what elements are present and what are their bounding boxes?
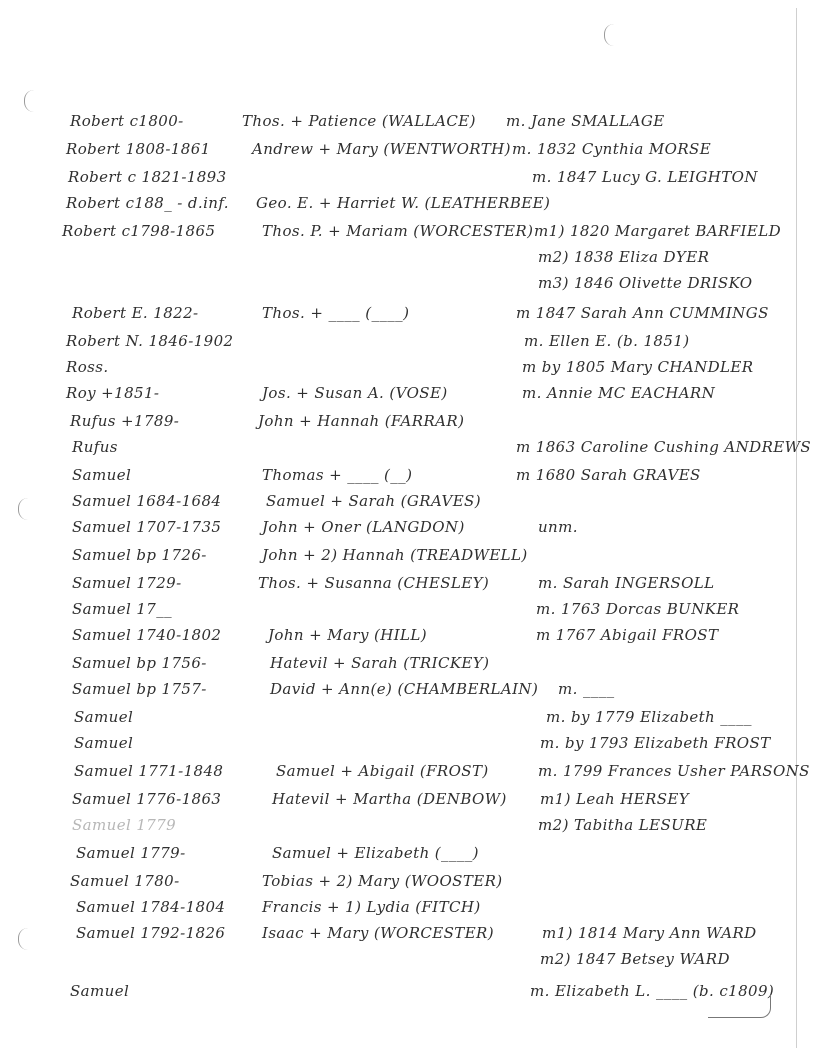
entry-name: Samuel 1780- (70, 872, 180, 890)
entry-name: Robert 1808-1861 (66, 140, 211, 158)
entry-parents: Samuel + Abigail (FROST) (276, 762, 489, 780)
entry-parents: Jos. + Susan A. (VOSE) (262, 384, 448, 402)
entry-spouse: m2) 1847 Betsey WARD (540, 950, 730, 968)
entry-spouse: m 1680 Sarah GRAVES (516, 466, 701, 484)
entry-spouse: m. Elizabeth L. ____ (b. c1809) (530, 982, 775, 1000)
entry-parents: Thos. P. + Mariam (WORCESTER) (262, 222, 534, 240)
entry-spouse: m1) 1820 Margaret BARFIELD (534, 222, 782, 240)
entry-spouse: m. 1763 Dorcas BUNKER (536, 600, 740, 618)
entry-parents: Andrew + Mary (WENTWORTH) (252, 140, 511, 158)
entry-name: Robert c1800- (70, 112, 184, 130)
bracket-mark (708, 995, 771, 1018)
genealogy-entry (0, 514, 796, 540)
entry-name: Samuel (74, 708, 134, 726)
entry-parents: Thos. + Susanna (CHESLEY) (258, 574, 490, 592)
entry-parents: Geo. E. + Harriet W. (LEATHERBEE) (256, 194, 551, 212)
genealogy-entry (0, 354, 796, 380)
entry-parents: Hatevil + Sarah (TRICKEY) (270, 654, 490, 672)
entry-name: Samuel 1771-1848 (74, 762, 224, 780)
genealogy-entry (0, 758, 810, 784)
entry-name: Roy +1851- (66, 384, 160, 402)
entry-name: Samuel 1779 (72, 816, 177, 834)
entry-name: Samuel 1684-1684 (72, 492, 222, 510)
genealogy-entry (0, 730, 796, 756)
entry-name: Samuel 1779- (76, 844, 186, 862)
entry-parents: John + Oner (LANGDON) (262, 518, 465, 536)
entry-name: Robert N. 1846-1902 (66, 332, 234, 350)
genealogy-entry (0, 218, 796, 244)
genealogy-entry (0, 136, 796, 162)
entry-parents: Francis + 1) Lydia (FITCH) (262, 898, 481, 916)
genealogy-entry (0, 270, 796, 296)
entry-spouse: m. Annie MC EACHARN (522, 384, 716, 402)
genealogy-entry (0, 462, 796, 488)
entry-spouse: m3) 1846 Olivette DRISKO (538, 274, 753, 292)
entry-name: Samuel 1784-1804 (76, 898, 226, 916)
entry-spouse: m2) 1838 Eliza DYER (538, 248, 710, 266)
entry-name: Rufus +1789- (70, 412, 180, 430)
genealogy-entry (0, 596, 796, 622)
entry-name: Robert c1798-1865 (62, 222, 216, 240)
genealogy-entry (0, 190, 796, 216)
genealogy-entry (0, 622, 796, 648)
entry-parents: Isaac + Mary (WORCESTER) (262, 924, 494, 942)
genealogy-entry (0, 434, 812, 460)
genealogy-entry (0, 920, 796, 946)
entry-spouse: m. 1799 Frances Usher PARSONS (538, 762, 810, 780)
page-edge-line (796, 8, 797, 1048)
genealogy-entry (0, 676, 796, 702)
entry-spouse: unm. (538, 518, 578, 536)
entry-spouse: m1) 1814 Mary Ann WARD (542, 924, 757, 942)
genealogy-entry (0, 164, 796, 190)
genealogy-entry (0, 244, 796, 270)
entry-name: Samuel 1776-1863 (72, 790, 222, 808)
entry-name: Samuel (74, 734, 134, 752)
genealogy-entry (0, 488, 796, 514)
genealogy-entry (0, 300, 796, 326)
genealogy-entry (0, 812, 796, 838)
entry-parents: Thomas + ____ (__) (262, 466, 413, 484)
genealogy-entry (0, 946, 796, 972)
entry-name: Samuel 17__ (72, 600, 173, 618)
entry-parents: John + Mary (HILL) (268, 626, 428, 644)
entry-parents: David + Ann(e) (CHAMBERLAIN) (270, 680, 539, 698)
genealogy-entry (0, 840, 796, 866)
entry-spouse: m. 1832 Cynthia MORSE (512, 140, 712, 158)
genealogy-entry (0, 328, 796, 354)
entry-spouse: m. Sarah INGERSOLL (538, 574, 715, 592)
genealogy-entry (0, 408, 796, 434)
entry-spouse: m by 1805 Mary CHANDLER (522, 358, 754, 376)
entry-name: Samuel bp 1756- (72, 654, 207, 672)
entry-parents: Hatevil + Martha (DENBOW) (272, 790, 507, 808)
entry-name: Samuel 1729- (72, 574, 182, 592)
entry-name: Robert c188_ - d.inf. (66, 194, 229, 212)
entry-name: Robert E. 1822- (72, 304, 199, 322)
entry-name: Samuel bp 1757- (72, 680, 207, 698)
entry-spouse: m 1767 Abigail FROST (536, 626, 719, 644)
entry-spouse: m. 1847 Lucy G. LEIGHTON (532, 168, 758, 186)
genealogy-entry (0, 786, 796, 812)
entry-name: Robert c 1821-1893 (68, 168, 227, 186)
entry-spouse: m. Ellen E. (b. 1851) (524, 332, 690, 350)
entry-parents: Samuel + Sarah (GRAVES) (266, 492, 481, 510)
entry-name: Samuel bp 1726- (72, 546, 207, 564)
genealogy-entry (0, 650, 796, 676)
entry-spouse: m2) Tabitha LESURE (538, 816, 708, 834)
entry-spouse: m 1847 Sarah Ann CUMMINGS (516, 304, 769, 322)
entry-spouse: m. by 1779 Elizabeth ____ (546, 708, 752, 726)
entry-parents: Thos. + Patience (WALLACE) (242, 112, 476, 130)
genealogy-entry (0, 542, 796, 568)
entry-parents: John + 2) Hannah (TREADWELL) (262, 546, 528, 564)
entry-parents: John + Hannah (FARRAR) (258, 412, 465, 430)
entry-name: Samuel (72, 466, 132, 484)
genealogy-entry (0, 570, 796, 596)
entry-name: Samuel (70, 982, 130, 1000)
entry-name: Rufus (72, 438, 118, 456)
entry-spouse: m. ____ (558, 680, 615, 698)
genealogy-entry (0, 894, 796, 920)
entry-name: Ross. (66, 358, 109, 376)
genealogy-entry (0, 380, 796, 406)
entry-name: Samuel 1707-1735 (72, 518, 222, 536)
entry-name: Samuel 1740-1802 (72, 626, 222, 644)
binder-hole-mark (604, 24, 615, 46)
entry-spouse: m 1863 Caroline Cushing ANDREWS (516, 438, 812, 456)
entry-spouse: m. by 1793 Elizabeth FROST (540, 734, 771, 752)
entry-name: Samuel 1792-1826 (76, 924, 226, 942)
entry-parents: Thos. + ____ (____) (262, 304, 410, 322)
entry-spouse: m1) Leah HERSEY (540, 790, 690, 808)
entry-parents: Samuel + Elizabeth (____) (272, 844, 479, 862)
genealogy-entry (0, 108, 796, 134)
entry-spouse: m. Jane SMALLAGE (506, 112, 665, 130)
genealogy-entry (0, 978, 796, 1004)
entry-parents: Tobias + 2) Mary (WOOSTER) (262, 872, 503, 890)
genealogy-entry (0, 704, 796, 730)
genealogy-entry (0, 868, 796, 894)
